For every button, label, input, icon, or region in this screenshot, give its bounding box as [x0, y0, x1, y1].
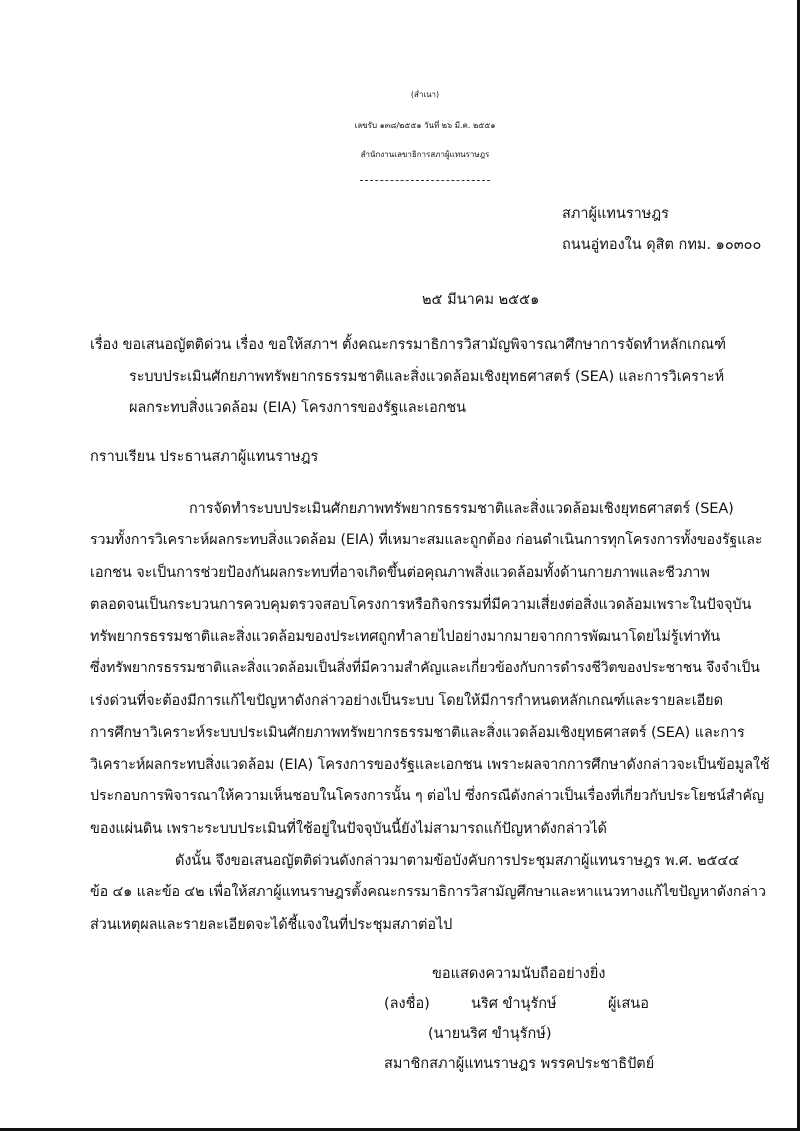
subject-line-3: ผลกระทบสิ่งแวดล้อม (EIA) โครงการของรัฐและเอกชน [129, 400, 466, 416]
body-line: รวมทั้งการวิเคราะห์ผลกระทบสิ่งแวดล้อม (EIA) ที่เหมาะสมและถูกต้อง ก่อนดำเนินการทุกโครงการทั้งของรัฐและ [90, 532, 763, 548]
body-line: เอกชน จะเป็นการช่วยป้องกันผลกระทบที่อาจเกิดขึ้นต่อคุณภาพสิ่งแวดล้อมทั้งด้านกายภาพและชีวภาพ [90, 565, 710, 581]
body-line: ประกอบการพิจารณาให้ความเห็นชอบในโครงการนั้น ๆ ต่อไป ซึ่งกรณีดังกล่าวเป็นเรื่องที่เกี่ยวกับประโยชน์สำคัญ [90, 788, 764, 804]
receipt-line: เลขรับ ๑๓๘/๒๕๕๑ วันที่ ๒๖ มี.ค. ๒๕๕๑ [354, 121, 496, 130]
body-line: ของแผ่นดิน เพราะระบบประเมินที่ใช้อยู่ในปัจจุบันนี้ยังไม่สามารถแก้ปัญหาดังกล่าวได้ [90, 821, 607, 837]
body-line: การศึกษาวิเคราะห์ระบบประเมินศักยภาพทรัพยากรธรรมชาติและสิ่งแวดล้อมเชิงยุทธศาสตร์ (SEA) และการ [90, 725, 745, 741]
body-line: ดังนั้น จึงขอเสนอญัตติด่วนดังกล่าวมาตามข้อบังคับการประชุมสภาผู้แทนราษฎร พ.ศ. ๒๕๔๔ [175, 853, 740, 869]
body-line: ซึ่งทรัพยากรธรรมชาติและสิ่งแวดล้อมเป็นสิ่งที่มีความสำคัญและเกี่ยวข้องกับการดำรงชีวิตของประชาชน จึงจำเป็น [90, 660, 760, 676]
body-line: ตลอดจนเป็นกระบวนการควบคุมตรวจสอบโครงการหรือกิจกรรมที่มีความเสี่ยงต่อสิ่งแวดล้อมเพราะในปัจจุบัน [90, 597, 752, 613]
body-line: ทรัพยากรธรรมชาติและสิ่งแวดล้อมของประเทศถูกทำลายไปอย่างมากมายจากการพัฒนาโดยไม่รู้เท่าทัน [90, 629, 721, 645]
body-line: ส่วนเหตุผลและรายละเอียดจะได้ชี้แจงในที่ประชุมสภาต่อไป [90, 917, 453, 933]
address-line-1: สภาผู้แทนราษฎร [562, 206, 669, 222]
letter-date: ๒๕ มีนาคม ๒๕๕๑ [422, 292, 540, 308]
signer-role: ผู้เสนอ [608, 996, 649, 1012]
body-line: วิเคราะห์ผลกระทบสิ่งแวดล้อม (EIA) โครงการของรัฐและเอกชน เพราะผลจากการศึกษาดังกล่าวจะเป็นข้อมูลใช้ [90, 757, 770, 773]
body-line: ข้อ ๔๑ และข้อ ๔๒ เพื่อให้สภาผู้แทนราษฎรตั้งคณะกรรมาธิการวิสามัญศึกษาและหาแนวทางแก้ไขปัญหาดังกล่าว [90, 884, 766, 900]
closing-respect: ขอแสดงความนับถืออย่างยิ่ง [432, 966, 606, 982]
office-name: สำนักงานเลขาธิการสภาผู้แทนราษฎร [360, 150, 490, 159]
copy-label: (สำเนา) [410, 90, 440, 99]
header-divider [360, 180, 490, 181]
printed-name: (นายนริศ ขำนุรักษ์) [428, 1026, 552, 1042]
address-line-2: ถนนอู่ทองใน ดุสิต กทม. ๑๐๓๐๐ [562, 237, 762, 253]
signer-name: นริศ ขำนุรักษ์ [471, 996, 557, 1012]
sign-label: (ลงชื่อ) [384, 996, 430, 1012]
salutation: กราบเรียน ประธานสภาผู้แทนราษฎร [90, 449, 319, 465]
signer-position: สมาชิกสภาผู้แทนราษฎร พรรคประชาธิปัตย์ [384, 1056, 655, 1072]
subject-line-2: ระบบประเมินศักยภาพทรัพยากรธรรมชาติและสิ่งแวดล้อมเชิงยุทธศาสตร์ (SEA) และการวิเคราะห์ [129, 369, 725, 385]
body-line: เร่งด่วนที่จะต้องมีการแก้ไขปัญหาดังกล่าวอย่างเป็นระบบ โดยให้มีการกำหนดหลักเกณฑ์และรายละเอียด [90, 693, 723, 709]
body-line: การจัดทำระบบประเมินศักยภาพทรัพยากรธรรมชาติและสิ่งแวดล้อมเชิงยุทธศาสตร์ (SEA) [189, 501, 734, 517]
subject-line-1: เรื่อง ขอเสนอญัตติด่วน เรื่อง ขอให้สภาฯ ตั้งคณะกรรมาธิการวิสามัญพิจารณาศึกษาการจัดทำหลักเกณฑ์ [90, 337, 726, 353]
